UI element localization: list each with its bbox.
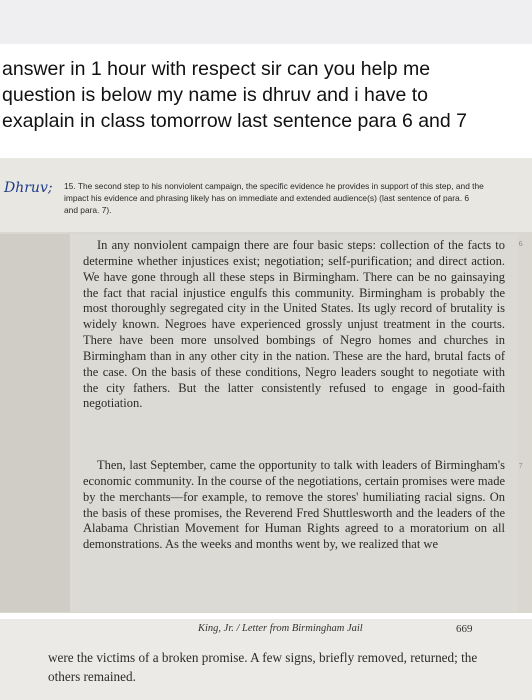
handwritten-signature: Dhruv; [4, 180, 53, 196]
paragraph-7: Then, last September, came the opportunity to talk with leaders of Birmingham's economic community. In the course of the negotiations, certain promises were made by the merchants—for example, to remove the stores' humiliating racial signs. On the basis of these promises, the Reverend Fred Shuttlesworth and the leaders of the Alabama Christian Movement for Human Rights agreed to a moratorium on all demonstrations. As the weeks and months went by, we realized that we [83, 458, 505, 552]
running-footer-title: King, Jr. / Letter from Birmingham Jail [198, 623, 363, 634]
prompt-number: 15. [64, 181, 76, 191]
worksheet-prompt [64, 180, 484, 217]
paragraph-marker-7: 7 [519, 462, 523, 470]
question-line: exaplain in class tomorrow last sentence para 6 and 7 [2, 110, 468, 132]
prompt-body: The second step to his nonviolent campaign, the specific evidence he provides in support of this step, and the impact his evidence and phrasing likely has on immediate and extended audience(s) (last sentence of para. 6 and para. 7). [64, 181, 484, 216]
page-number: 669 [456, 623, 473, 635]
book-shadow [0, 234, 70, 612]
question-text [2, 56, 527, 134]
paragraph-6: In any nonviolent campaign there are four basic steps: collection of the facts to determine whether injustices exist; negotiation; self-purification; and direct action. We have gone through all these steps in Birmingham. There can be no gainsaying the fact that racial injustice engulfs this community. Birmingham is probably the most thoroughly segregated city in the United States. Its ugly record of brutality is widely known. Negroes have experienced grossly unjust treatment in the courts. There have been more unsolved bombings of Negro homes and churches in Birmingham than in any other city in the nation. These are the hard, brutal facts of the case. On the basis of these conditions, Negro leaders sought to negotiate with the city fathers. But the latter consistently refused to engage in good-faith negotiation. [83, 238, 505, 411]
question-line: question is below my name is dhruv and i have to [2, 84, 428, 106]
continuation-text: were the victims of a broken promise. A few signs, briefly removed, returned; the others remained. [48, 650, 478, 684]
question-line: answer in 1 hour with respect sir can you help me [2, 58, 431, 80]
attached-photo [0, 158, 532, 700]
top-bar [0, 0, 532, 44]
paragraph-marker-6: 6 [519, 240, 523, 248]
